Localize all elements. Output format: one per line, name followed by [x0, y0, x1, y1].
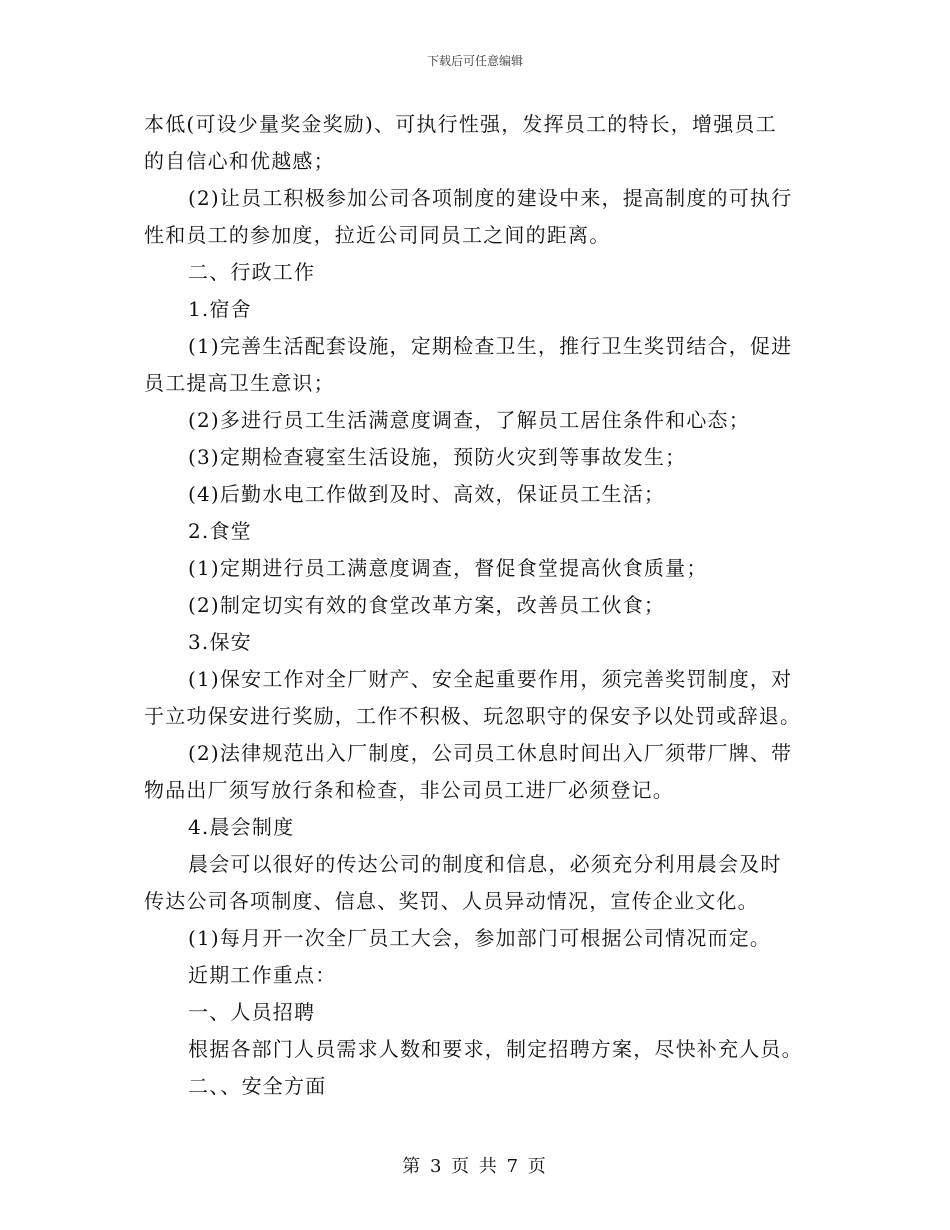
subsection-heading: 2.食堂 [188, 519, 252, 543]
page-number-footer: 第 3 页 共 7 页 [402, 1156, 548, 1177]
paragraph-line: 晨会可以很好的传达公司的制度和信息，必须充分利用晨会及时 [188, 852, 782, 876]
document-body [144, 106, 808, 1105]
paragraph-line: 根据各部门人员需求人数和要求，制定招聘方案，尽快补充人员。 [188, 1037, 803, 1061]
paragraph-line: (3)定期检查寝室生活设施，预防火灾到等事故发生； [188, 445, 687, 469]
paragraph-line: (2)法律规范出入厂制度，公司员工休息时间出入厂须带厂牌、带 [188, 741, 793, 765]
paragraph-line: (4)后勤水电工作做到及时、高效，保证员工生活； [188, 482, 666, 506]
paragraph-line: (2)让员工积极参加公司各项制度的建设中来，提高制度的可执行 [188, 186, 793, 210]
paragraph-line: 本低(可设少量奖金奖励)、可执行性强，发挥员工的特长，增强员工 [144, 112, 777, 136]
section-heading: 二、行政工作 [188, 260, 316, 284]
paragraph-line: (1)每月开一次全厂员工大会，参加部门可根据公司情况而定。 [188, 926, 772, 950]
paragraph-line: (1)定期进行员工满意度调查，督促食堂提高伙食质量； [188, 556, 708, 580]
section-heading: 一、人员招聘 [188, 1000, 316, 1024]
paragraph-line: (1)完善生活配套设施，定期检查卫生，推行卫生奖罚结合，促进 [188, 334, 793, 358]
subsection-heading: 3.保安 [188, 630, 252, 654]
paragraph-line: 员工提高卫生意识； [144, 371, 335, 395]
paragraph-line: (1)保安工作对全厂财产、安全起重要作用，须完善奖罚制度，对 [188, 667, 793, 691]
paragraph-line: (2)制定切实有效的食堂改革方案，改善员工伙食； [188, 593, 666, 617]
page-header: 下载后可任意编辑 [426, 54, 523, 68]
paragraph-line: 近期工作重点： [188, 963, 337, 987]
paragraph-line: 于立功保安进行奖励，工作不积极、玩忽职守的保安予以处罚或辞退。 [144, 704, 802, 728]
paragraph-line: 性和员工的参加度，拉近公司同员工之间的距离。 [144, 223, 611, 247]
paragraph-line: (2)多进行员工生活满意度调查，了解员工居住条件和心态； [188, 408, 750, 432]
paragraph-line: 的自信心和优越感； [144, 149, 335, 173]
paragraph-line: 传达公司各项制度、信息、奖罚、人员异动情况，宣传企业文化。 [144, 889, 759, 913]
paragraph-line: 物品出厂须写放行条和检查，非公司员工进厂必须登记。 [144, 778, 674, 802]
subsection-heading: 4.晨会制度 [188, 815, 295, 839]
subsection-heading: 1.宿舍 [188, 297, 252, 321]
section-heading: 二、、安全方面 [188, 1074, 327, 1098]
